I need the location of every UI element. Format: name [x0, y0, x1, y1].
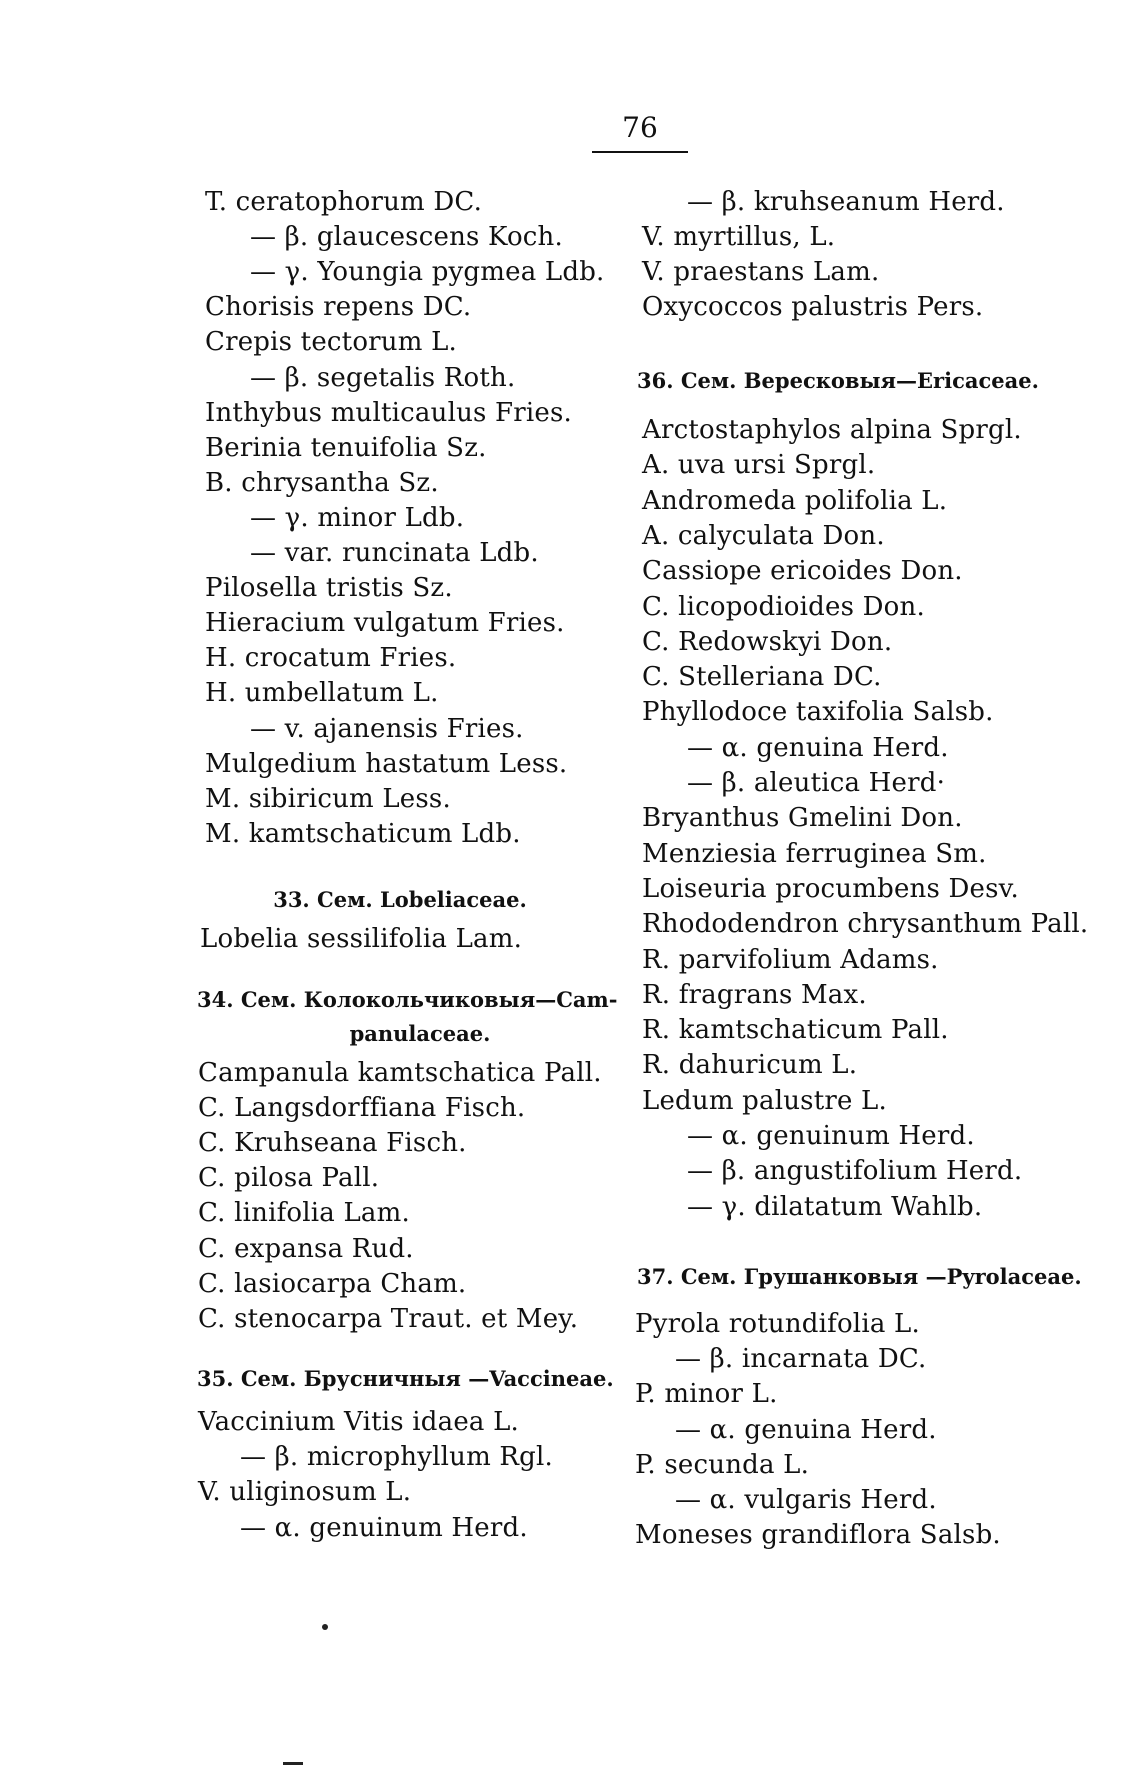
species-line: Pyrola rotundifolia L. [635, 1309, 920, 1339]
species-line: Andromeda polifolia L. [642, 485, 948, 516]
stray-dot-mark [322, 1624, 328, 1630]
species-line: Campanula kamtschatica Pall. [198, 1058, 602, 1088]
species-line: — α. genuinum Herd. [240, 1512, 528, 1543]
species-line: Moneses grandiflora Salsb. [635, 1520, 1001, 1551]
species-line: C. lasiocarpa Cham. [198, 1268, 467, 1299]
species-line: R. parvifolium Adams. [642, 944, 939, 975]
species-line: — γ. Youngia pygmea Ldb. [250, 257, 605, 288]
page-number: 76 [622, 111, 658, 144]
species-line: — β. incarnata DC. [675, 1344, 927, 1375]
page-number-rule [592, 151, 688, 153]
species-line: — β. segetalis Roth. [250, 362, 516, 393]
species-line: M. kamtschaticum Ldb. [205, 818, 521, 849]
species-line: Crepis tectorum L. [205, 327, 457, 358]
species-line: Loiseuria procumbens Desv. [642, 873, 1019, 904]
species-line: C. stenocarpa Traut. et Mey. [198, 1303, 579, 1334]
species-line: Phyllodoce taxifolia Salsb. [642, 697, 994, 728]
species-line: C. licopodioides Don. [642, 591, 925, 622]
species-line: Rhododendron chrysanthum Pall. [642, 909, 1089, 940]
species-line: C. expansa Rud. [198, 1233, 414, 1264]
species-line: H. crocatum Fries. [205, 643, 457, 674]
species-line: — β. aleutica Herd· [687, 768, 946, 798]
species-line: — α. genuinum Herd. [687, 1121, 975, 1151]
species-line: V. uliginosum L. [198, 1477, 412, 1508]
species-line: T. ceratophorum DC. [205, 187, 483, 217]
species-line: Inthybus multicaulus Fries. [205, 397, 573, 428]
species-line: — α. vulgaris Herd. [675, 1485, 937, 1515]
species-line: — α. genuina Herd. [675, 1414, 937, 1445]
species-line: — v. ajanensis Fries. [250, 713, 524, 744]
species-line: Pilosella tristis Sz. [205, 573, 453, 604]
corner-scan-mark [283, 1762, 303, 1765]
species-line: C. linifolia Lam. [198, 1198, 410, 1229]
species-line: — var. runcinata Ldb. [250, 538, 539, 568]
family-heading-35: 35. Сем. Брусничныя —Vaccineae. [197, 1366, 614, 1391]
species-line: C. Redowskyi Don. [642, 626, 893, 657]
family-heading-34-line1: 34. Сем. Колокольчиковыя—Cam- [197, 987, 618, 1012]
species-line: A. calyculata Don. [642, 520, 885, 551]
species-line: C. pilosa Pall. [198, 1163, 380, 1194]
species-line: P. minor L. [635, 1379, 778, 1410]
species-line: V. myrtillus, L. [642, 221, 836, 252]
species-line: H. umbellatum L. [205, 678, 439, 709]
species-line: Bryanthus Gmelini Don. [642, 803, 963, 834]
species-line: Ledum palustre L. [642, 1085, 887, 1116]
family-heading-36: 36. Сем. Вересковыя—Ericaceae. [637, 368, 1039, 393]
species-line: — β. microphyllum Rgl. [240, 1442, 554, 1473]
species-line: — β. angustifolium Herd. [687, 1156, 1023, 1187]
species-line: V. praestans Lam. [642, 256, 880, 287]
species-line: Menziesia ferruginea Sm. [642, 838, 987, 869]
species-line: C. Langsdorffiana Fisch. [198, 1093, 526, 1124]
species-line: R. fragrans Max. [642, 979, 867, 1010]
species-line: Oxycoccos palustris Pers. [642, 291, 984, 322]
species-line: A. uva ursi Sprgl. [642, 450, 876, 481]
species-line: Berinia tenuifolia Sz. [205, 432, 487, 463]
species-line: — α. genuina Herd. [687, 732, 949, 763]
species-line: P. secunda L. [635, 1449, 810, 1480]
species-line: Lobelia sessilifolia Lam. [200, 924, 523, 954]
species-line: — β. kruhseanum Herd. [687, 187, 1005, 217]
species-line: B. chrysantha Sz. [205, 467, 439, 498]
species-line: C. Stelleriana DC. [642, 662, 882, 693]
species-line: R. dahuricum L. [642, 1050, 858, 1081]
species-line: — γ. dilatatum Wahlb. [687, 1191, 983, 1222]
species-line: — γ. minor Ldb. [250, 502, 465, 533]
species-line: M. sibiricum Less. [205, 783, 451, 814]
species-line: Chorisis repens DC. [205, 292, 472, 323]
species-line: Arctostaphylos alpina Sprgl. [642, 415, 1022, 445]
family-heading-34-line2: panulaceae. [349, 1021, 491, 1046]
species-line: Cassiope ericoides Don. [642, 556, 963, 587]
species-line: — β. glaucescens Koch. [250, 222, 563, 253]
species-line: R. kamtschaticum Pall. [642, 1015, 949, 1046]
species-line: Vaccinium Vitis idaea L. [198, 1407, 520, 1437]
family-heading-37: 37. Сем. Грушанковыя —Pyrolaceae. [637, 1264, 1082, 1289]
family-heading-33: 33. Сем. Lobeliaceae. [273, 887, 527, 912]
species-line: Hieracium vulgatum Fries. [205, 608, 565, 639]
species-line: Mulgedium hastatum Less. [205, 748, 568, 779]
species-line: C. Kruhseana Fisch. [198, 1128, 467, 1159]
